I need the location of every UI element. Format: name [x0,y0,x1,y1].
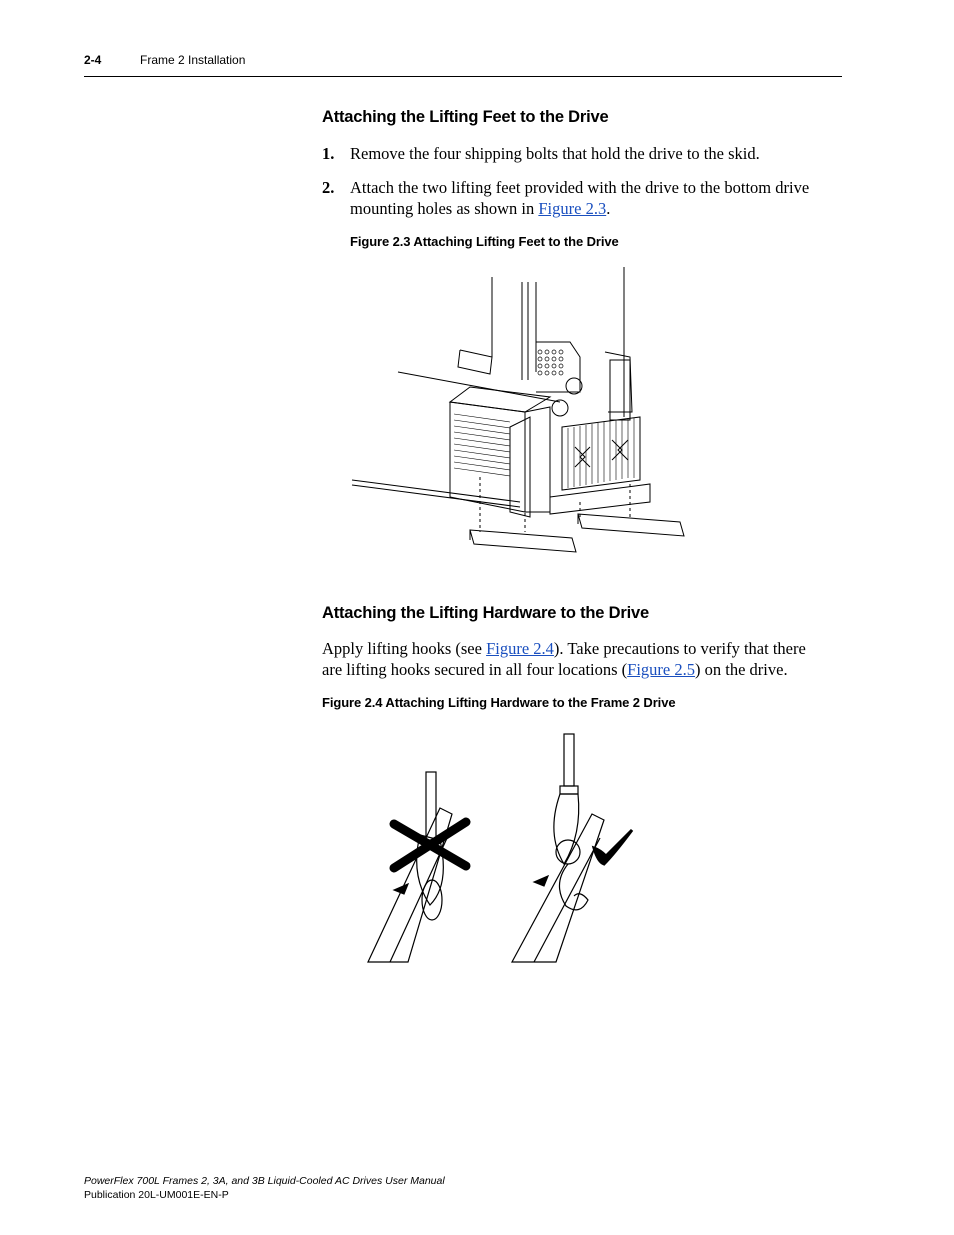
footer-publication: Publication 20L-UM001E-EN-P [84,1189,229,1201]
page-number: 2-4 [84,53,102,67]
header-rule [84,76,842,77]
step-2 [322,177,842,221]
chapter-title: Frame 2 Installation [140,53,246,67]
lifting-hooks-paragraph [322,638,842,682]
step-text-line2: mounting holes as shown in Figure 2.3. [350,199,611,218]
incorrect-hook-drawing [368,772,466,962]
figure-2-4-illustration [360,730,650,970]
step-text: Remove the four shipping bolts that hold the drive to the skid. [350,144,760,163]
section-heading-lifting-hardware: Attaching the Lifting Hardware to the Drive [322,604,649,622]
step-text-line1: Attach the two lifting feet provided with the drive to the bottom drive [350,178,810,197]
figure-2-4-link[interactable]: Figure 2.4 [486,639,554,658]
figure-2-4-caption: Figure 2.4 Attaching Lifting Hardware to the Frame 2 Drive [322,695,676,710]
figure-2-5-link[interactable]: Figure 2.5 [627,660,696,679]
figure-2-3-illustration [350,262,690,562]
footer-manual-title: PowerFlex 700L Frames 2, 3A, and 3B Liquid-Cooled AC Drives User Manual [84,1175,445,1187]
figure-2-3-link[interactable]: Figure 2.3 [538,199,607,218]
paragraph-line1: Apply lifting hooks (see Figure 2.4). Take precautions to verify that there [322,639,806,658]
step-number: 2. [322,178,335,197]
correct-hook-drawing [512,734,632,962]
paragraph-line2: are lifting hooks secured in all four locations (Figure 2.5) on the drive. [322,660,788,679]
figure-2-3-caption: Figure 2.3 Attaching Lifting Feet to the Drive [350,234,619,249]
step-number: 1. [322,144,335,163]
section-heading-lifting-feet: Attaching the Lifting Feet to the Drive [322,108,609,126]
